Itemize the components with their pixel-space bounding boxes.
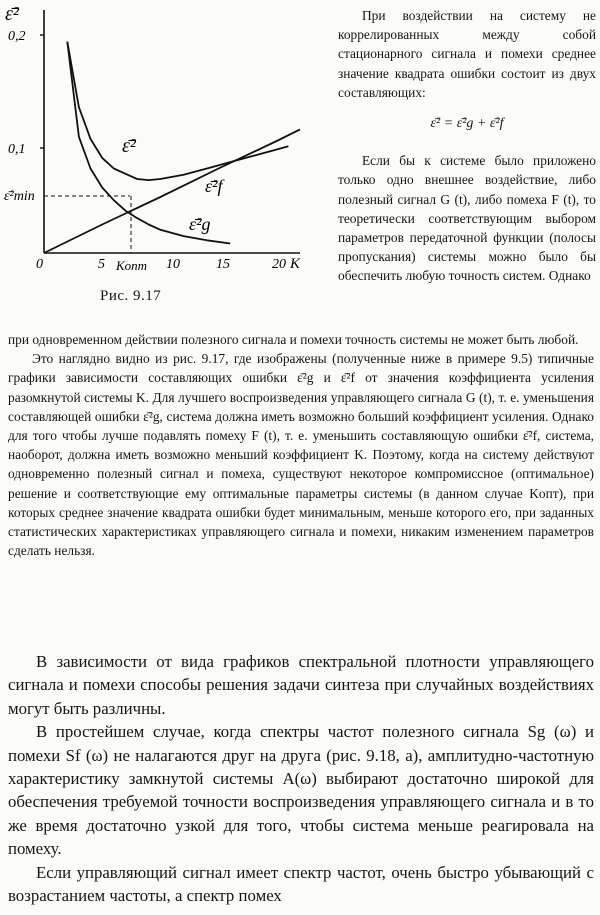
paragraph-4: В зависимости от вида графиков спектральной плотности управляющего сигнала и помехи способы решения задачи синтеза при случайных воздействиях могут быть различны. — [8, 652, 594, 718]
x-tick-0: 0 — [36, 257, 43, 272]
paragraph-1: При воздействии на систему не коррелированных между собой стационарного сигнала и помехи среднее значение квадрата ошибки состоит из двух составляющих: — [338, 8, 596, 100]
paragraph-6: Если управляющий сигнал имеет спектр частот, очень быстро убывающий с возрастанием частоты, а спектр помех — [8, 862, 594, 906]
x-tick-10: 10 — [166, 257, 180, 272]
y-tick-02: 0,2 — [8, 29, 26, 44]
paragraph-3: Это наглядно видно из рис. 9.17, где изображены (полученные ниже в примере 9.5) типичные графики зависимости составляющих ошибки ε̄²g и ε̄²f от значения коэффициента усиления разомкнутой системы K. Для лучшего воспроизведения управляющего сигнала G (t), т. е. уменьшения составляющей ошибки ε̄²g, система должна иметь возможно больший коэффициент усиления. Однако для того чтобы лучше подавлять помеху F (t), т. е. уменьшить составляющую ошибки ε̄²f, система, наоборот, должна иметь возможно меньший коэффициент K. Поэтому, когда на систему действуют одновременно полезный сигнал и помеха, существуют некоторое компромиссное (оптимальное) решение и соответствующие ему оптимальные параметры системы (в данном случае Kопт), при которых среднее значение квадрата ошибки будет минимальным, меньше которого его, при заданных статистических характеристиках управляющего сигнала и помехи, никаким изменением параметров сделать нельзя. — [8, 351, 594, 559]
y-tick-emin: ε̄²min — [4, 189, 35, 204]
figure-9-17 — [0, 0, 318, 300]
x-tick-15: 15 — [216, 257, 230, 272]
y-axis-label: ε̄² — [5, 3, 19, 25]
paragraph-2: Если бы к системе было приложено только одно внешнее воздействие, либо полезный сигнал G (t), либо помеха F (t), то теоретически соответствующим выбором параметров передаточной функции (полосы пропускания) системы можно было бы обеспечить любую точность систем. Однако — [338, 153, 596, 284]
x-tick-20: 20 — [272, 257, 286, 272]
paragraph-2-continued: при одновременном действии полезного сигнала и помехи точность системы не может быть любой. — [8, 332, 579, 347]
label-g-curve: ε̄²g — [189, 214, 211, 234]
error-chart — [0, 0, 318, 290]
full-width-text — [8, 330, 594, 560]
formula: ε̄² = ε̄²g + ε̄²f — [430, 116, 504, 132]
y-tick-01: 0,1 — [8, 142, 26, 157]
paragraph-5: В простейшем случае, когда спектры частот полезного сигнала Sg (ω) и помехи Sf (ω) не налагаются друг на друга (рис. 9.18, а), амплитудно-частотную характеристику замкнутой системы A(ω) выбирают достаточно широкой для обеспечения требуемой точности воспроизведения управляющего сигнала и в то же время достаточно узкой для того, чтобы система меньше реагировала на помеху. — [8, 722, 594, 859]
large-text — [8, 650, 594, 907]
total-error-curve — [67, 42, 288, 180]
right-column-text — [338, 6, 596, 286]
x-tick-kopt: Kопт — [116, 258, 148, 273]
label-total-curve: ε̄² — [122, 135, 136, 157]
figure-caption: Рис. 9.17 — [100, 288, 162, 304]
label-f-curve: ε̄²f — [205, 176, 223, 196]
x-axis-label: K — [290, 256, 301, 272]
x-tick-5: 5 — [98, 257, 105, 272]
